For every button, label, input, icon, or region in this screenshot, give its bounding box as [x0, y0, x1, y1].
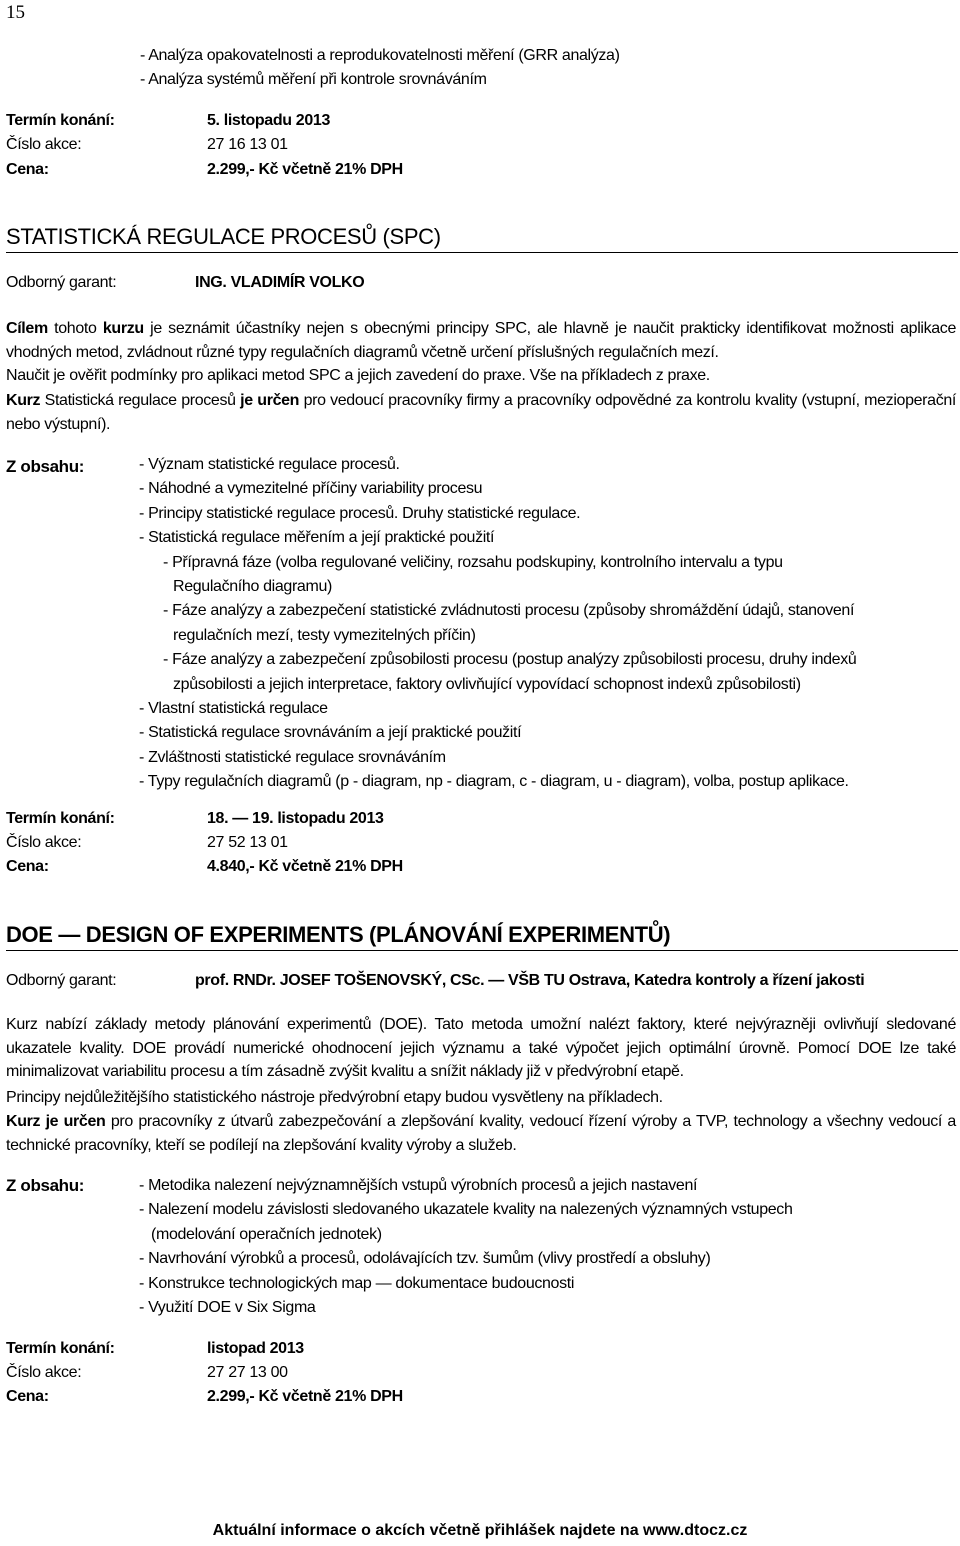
list-item: - Navrhování výrobků a procesů, odolávajících tzv. šumům (vlivy prostředí a obsluhy) — [139, 1250, 711, 1268]
list-item: - Konstrukce technologických map — dokumentace budoucnosti — [139, 1274, 575, 1292]
obsah-label: Z obsahu: — [6, 1176, 85, 1195]
bold-text: Kurz — [6, 392, 41, 409]
garant-label: Odborný garant: — [6, 274, 117, 291]
cena-value: 2.299,- Kč včetně 21% DPH — [207, 161, 403, 178]
cislo-label: Číslo akce: — [6, 136, 82, 153]
list-subitem: - Přípravná fáze (volba regulované veličiny, rozsahu podskupiny, kontrolního intervalu a typu — [163, 553, 783, 571]
list-item: - Vlastní statistická regulace — [139, 700, 328, 718]
list-item: - Statistická regulace měřením a její praktické použití — [139, 529, 495, 547]
section-title-spc: STATISTICKÁ REGULACE PROCESŮ (SPC) — [6, 224, 958, 253]
cislo-value: 27 52 13 01 — [207, 834, 288, 851]
footer-note: Aktuální informace o akcích včetně přihlášek najdete na www.dtocz.cz — [212, 1522, 748, 1539]
list-item: - Analýza opakovatelnosti a reprodukovatelnosti měření (GRR analýza) — [140, 47, 620, 64]
doe-paragraph-3 — [6, 1110, 956, 1157]
garant-label: Odborný garant: — [6, 972, 117, 989]
bold-text: Cílem — [6, 320, 48, 337]
spc-content-list — [139, 453, 856, 795]
cena-label: Cena: — [6, 1388, 49, 1405]
cena-value: 4.840,- Kč včetně 21% DPH — [207, 858, 403, 875]
doe-paragraph-2: Principy nejdůležitějšího statistického nástroje předvýrobní etapy budou vysvětleny na příkladech. — [6, 1089, 663, 1106]
cislo-label: Číslo akce: — [6, 1364, 82, 1381]
text: pro pracovníky z útvarů zabezpečování a zlepšování kvality, vedoucí řízení výroby a TVP, technology a všechny vedoucí a technické pracovníky, kteří se podílejí na zlepšování kvality výroby a služeb. — [6, 1113, 956, 1154]
list-item: - Typy regulačních diagramů (p - diagram, np - diagram, c - diagram, u - diagram), volba, postup aplikace. — [139, 773, 849, 791]
doe-content-list — [139, 1174, 793, 1320]
garant-value: ING. VLADIMÍR VOLKO — [195, 274, 365, 291]
bold-text: kurzu — [102, 320, 144, 337]
termin-label: Termín konání: — [6, 112, 115, 129]
garant-value: prof. RNDr. JOSEF TOŠENOVSKÝ, CSc. — VŠB TU Ostrava, Katedra kontroly a řízení jakosti — [195, 972, 865, 989]
doe-paragraph-1: Kurz nabízí základy metody plánování experimentů (DOE). Tato metoda umožní nalézt faktory, které nejvýrazněji ovlivňují sledované ukazatele kvality. DOE provádí numerické ohodnocení jejich významu a také výpočet jejich optimální úrovně. Pomocí DOE lze také minimalizovat variabilitu procesu a tím zásadně zvýšit kvalitu a snížit náklady již v předvýrobní etapě. — [6, 1016, 956, 1080]
list-item: - Význam statistické regulace procesů. — [139, 456, 400, 473]
section-title-doe: DOE — DESIGN OF EXPERIMENTS (PLÁNOVÁNÍ EXPERIMENTŮ) — [6, 922, 958, 951]
cislo-value: 27 16 13 01 — [207, 136, 288, 153]
cena-label: Cena: — [6, 161, 49, 178]
list-subitem-continuation: způsobilosti a jejich interpretace, faktory ovlivňující vypovídací schopnost indexů způsobilosti) — [173, 675, 801, 693]
list-subitem-continuation: Regulačního diagramu) — [173, 578, 332, 596]
spc-paragraph-3 — [6, 389, 956, 436]
cislo-value: 27 27 13 00 — [207, 1364, 288, 1381]
termin-value: 5. listopadu 2013 — [207, 112, 330, 129]
spc-paragraph-1 — [6, 317, 956, 364]
termin-value: 18. — 19. listopadu 2013 — [207, 810, 384, 827]
termin-label: Termín konání: — [6, 810, 115, 827]
bold-text: Kurz je určen — [6, 1113, 106, 1130]
list-item-continuation: (modelování operačních jednotek) — [151, 1225, 382, 1243]
list-item: - Náhodné a vymezitelné příčiny variability procesu — [139, 480, 483, 498]
list-item: - Principy statistické regulace procesů. Druhy statistické regulace. — [139, 504, 581, 522]
page-number: 15 — [6, 2, 25, 23]
list-item: - Využití DOE v Six Sigma — [139, 1299, 316, 1317]
list-subitem: - Fáze analýzy a zabezpečení statistické zvládnutosti procesu (způsoby shromáždění údajů, stanovení — [163, 602, 855, 620]
list-item: - Zvláštnosti statistické regulace srovnáváním — [139, 748, 446, 766]
obsah-label: Z obsahu: — [6, 457, 85, 476]
intro-list — [140, 44, 620, 92]
termin-value: listopad 2013 — [207, 1340, 304, 1357]
termin-label: Termín konání: — [6, 1340, 115, 1357]
text: je seznámit účastníky nejen s obecnými principy SPC, ale hlavně je naučit prakticky identifikovat možnosti aplikace vhodných metod, zvládnout různé typy regulačních diagramů včetně určení příslušných regulačních mezí. — [6, 320, 957, 361]
text: tohoto — [47, 320, 103, 337]
bold-text: je určen — [240, 392, 300, 409]
text: pro vedoucí pracovníky firmy a pracovníky odpovědné za kontrolu kvality (vstupní, mezioperační nebo výstupní). — [6, 392, 956, 433]
cena-value: 2.299,- Kč včetně 21% DPH — [207, 1388, 403, 1405]
cena-label: Cena: — [6, 858, 49, 875]
list-item: - Nalezení modelu závislosti sledovaného ukazatele kvality na nalezených významných vstupech — [139, 1201, 793, 1219]
list-subitem: - Fáze analýzy a zabezpečení způsobilosti procesu (postup analýzy způsobilosti procesu, druhy indexů — [163, 651, 857, 669]
list-item: - Analýza systémů měření při kontrole srovnáváním — [140, 71, 487, 88]
cislo-label: Číslo akce: — [6, 834, 82, 851]
text: Statistická regulace procesů — [40, 392, 241, 409]
spc-paragraph-2: Naučit je ověřit podmínky pro aplikaci metod SPC a jejich zavedení do praxe. Vše na příkladech z praxe. — [6, 367, 710, 384]
list-subitem-continuation: regulačních mezí, testy vymezitelných příčin) — [173, 626, 476, 644]
list-item: - Metodika nalezení nejvýznamnějších vstupů výrobních procesů a jejich nastavení — [139, 1177, 698, 1194]
list-item: - Statistická regulace srovnáváním a její praktické použití — [139, 724, 522, 742]
